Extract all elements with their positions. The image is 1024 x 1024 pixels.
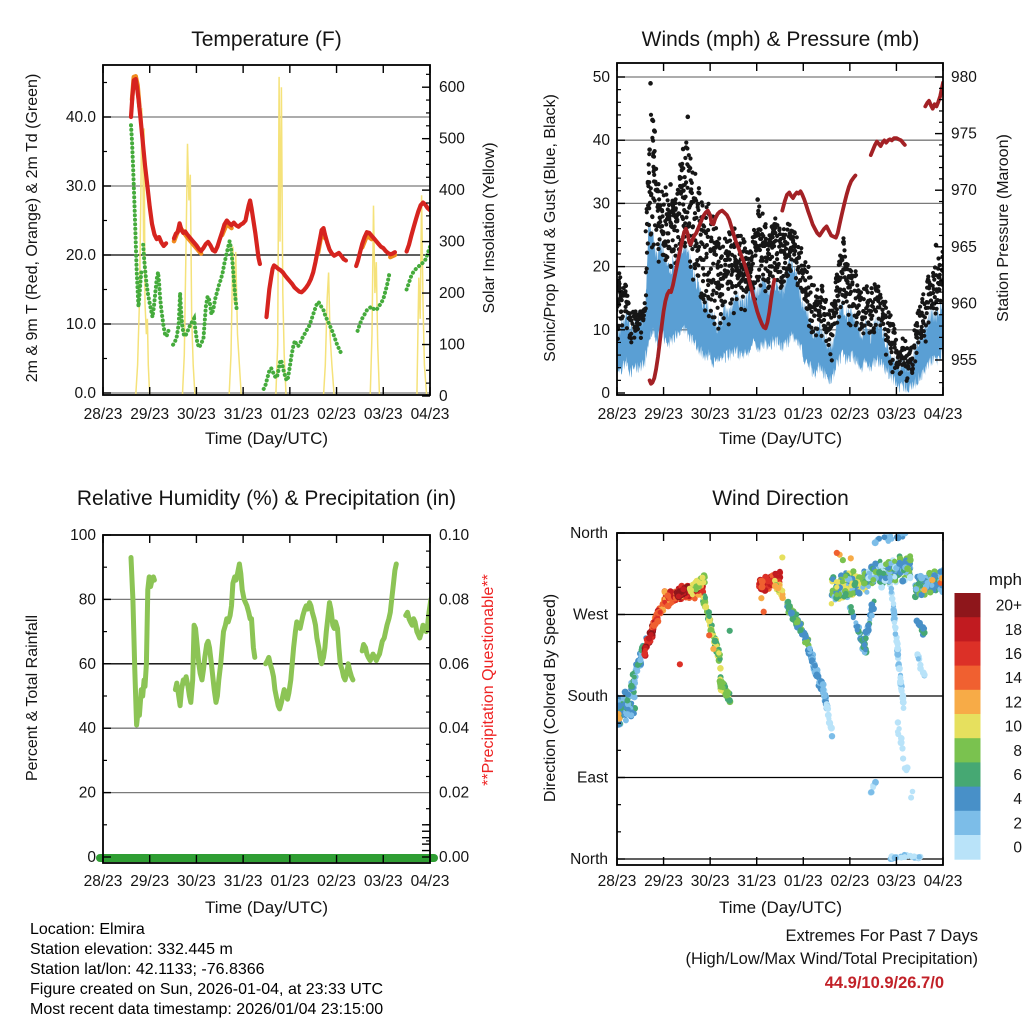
- svg-text:500: 500: [439, 130, 465, 148]
- svg-text:01/23: 01/23: [783, 406, 823, 423]
- svg-text:02/23: 02/23: [830, 406, 870, 423]
- svg-text:01/23: 01/23: [783, 873, 823, 890]
- svg-text:975: 975: [951, 125, 977, 143]
- svg-text:0: 0: [439, 388, 448, 405]
- svg-text:South: South: [567, 687, 608, 705]
- temperature-grid: [103, 117, 430, 393]
- svg-text:30.0: 30.0: [65, 178, 96, 195]
- panel-winds-pressure: [593, 63, 977, 423]
- figure-created-timestamp: Figure created on Sun, 2026-01-04, at 23:33 UTC: [30, 981, 384, 998]
- panel-temperature: [66, 65, 465, 423]
- svg-text:30/23: 30/23: [690, 406, 730, 423]
- svg-text:10: 10: [592, 321, 610, 339]
- svg-text:04/23: 04/23: [923, 406, 963, 423]
- station-location: Location: Elmira: [30, 921, 145, 938]
- colorbar-title: mph: [988, 570, 1022, 589]
- svg-text:4: 4: [1013, 791, 1022, 809]
- svg-text:960: 960: [951, 295, 977, 313]
- temp-9m-line: [132, 76, 395, 257]
- speed-colorbar: [955, 593, 1023, 860]
- svg-text:03/23: 03/23: [877, 406, 916, 423]
- wind-direction-title: Wind Direction: [712, 487, 849, 510]
- rh-grid: [103, 599, 430, 792]
- svg-text:30/23: 30/23: [177, 873, 216, 890]
- pressure-ylabel-right: Station Pressure (Maroon): [995, 134, 1012, 322]
- svg-text:400: 400: [439, 182, 465, 200]
- svg-text:8: 8: [1013, 742, 1022, 760]
- extremes-subtitle: (High/Low/Max Wind/Total Precipitation): [685, 950, 978, 968]
- svg-text:980: 980: [951, 69, 977, 86]
- svg-text:965: 965: [951, 238, 977, 256]
- svg-text:04/23: 04/23: [923, 873, 963, 890]
- winds-series: [614, 81, 947, 392]
- svg-text:0.0: 0.0: [74, 385, 96, 402]
- svg-text:16: 16: [1004, 646, 1022, 663]
- temperature-series: [131, 76, 430, 396]
- recent-data-timestamp: Most recent data timestamp: 2026/01/04 23:15:00: [30, 1001, 384, 1018]
- svg-text:14: 14: [1004, 670, 1022, 688]
- rh-xlabel: Time (Day/UTC): [204, 898, 329, 917]
- svg-text:02/23: 02/23: [317, 406, 356, 423]
- svg-text:28/23: 28/23: [83, 406, 123, 423]
- temperature-xlabel: Time (Day/UTC): [204, 429, 329, 448]
- svg-text:28/23: 28/23: [597, 873, 637, 890]
- svg-text:28/23: 28/23: [83, 873, 123, 890]
- svg-text:West: West: [572, 606, 608, 624]
- svg-text:200: 200: [439, 285, 465, 303]
- svg-text:60: 60: [78, 655, 96, 673]
- rh-ylabel-left: Percent & Total Rainfall: [24, 615, 41, 782]
- svg-text:29/23: 29/23: [644, 406, 683, 423]
- svg-text:0.08: 0.08: [439, 591, 470, 609]
- svg-text:29/23: 29/23: [130, 873, 170, 890]
- svg-text:0.02: 0.02: [439, 784, 470, 802]
- svg-text:10: 10: [1004, 718, 1022, 736]
- svg-text:29/23: 29/23: [644, 873, 683, 890]
- svg-text:30: 30: [592, 195, 610, 213]
- svg-text:20.0: 20.0: [65, 247, 96, 264]
- svg-text:02/23: 02/23: [317, 873, 356, 890]
- temperature-axes: [66, 65, 465, 423]
- svg-text:40: 40: [592, 132, 610, 150]
- svg-text:East: East: [576, 769, 608, 787]
- svg-text:80: 80: [78, 591, 96, 609]
- svg-text:01/23: 01/23: [270, 873, 310, 890]
- panel-rh-precip: [70, 527, 469, 890]
- svg-text:40.0: 40.0: [65, 109, 96, 126]
- svg-text:20: 20: [592, 258, 610, 276]
- extremes-title: Extremes For Past 7 Days: [785, 927, 978, 945]
- svg-text:300: 300: [439, 233, 465, 251]
- svg-text:955: 955: [951, 352, 977, 369]
- svg-text:0.00: 0.00: [439, 849, 470, 866]
- svg-text:30/23: 30/23: [690, 873, 730, 890]
- rh-series: [131, 558, 432, 726]
- svg-text:0.04: 0.04: [439, 720, 470, 738]
- svg-text:30/23: 30/23: [177, 406, 216, 423]
- svg-text:North: North: [570, 524, 608, 542]
- svg-text:31/23: 31/23: [737, 406, 777, 423]
- svg-text:20+: 20+: [995, 597, 1022, 615]
- direction-ylabel-left: Direction (Colored By Speed): [542, 593, 559, 803]
- svg-text:04/23: 04/23: [410, 406, 450, 423]
- svg-text:28/23: 28/23: [597, 406, 637, 423]
- wind-direction-xlabel: Time (Day/UTC): [718, 898, 843, 917]
- svg-text:31/23: 31/23: [737, 873, 777, 890]
- svg-text:31/23: 31/23: [223, 873, 263, 890]
- station-latlon: Station lat/lon: 42.1133; -76.8366: [30, 961, 265, 978]
- temperature-title: Temperature (F): [191, 28, 342, 51]
- svg-text:0.06: 0.06: [439, 655, 470, 673]
- winds-pressure-title: Winds (mph) & Pressure (mb): [641, 28, 920, 51]
- svg-text:03/23: 03/23: [363, 406, 403, 423]
- precip-questionable-note: **Precipitation Questionable**: [480, 574, 497, 786]
- winds-xlabel: Time (Day/UTC): [718, 429, 843, 448]
- svg-text:North: North: [570, 851, 608, 868]
- svg-text:10.0: 10.0: [65, 316, 96, 333]
- svg-text:0: 0: [601, 385, 610, 402]
- svg-text:20: 20: [78, 784, 96, 802]
- svg-text:02/23: 02/23: [830, 873, 870, 890]
- wind-gust-ylabel-left: Sonic/Prop Wind & Gust (Blue, Black): [542, 94, 559, 362]
- svg-text:29/23: 29/23: [130, 406, 170, 423]
- station-elevation: Station elevation: 332.445 m: [30, 941, 233, 958]
- svg-text:40: 40: [78, 720, 96, 738]
- svg-text:0.10: 0.10: [439, 527, 470, 544]
- svg-text:50: 50: [592, 69, 610, 86]
- relative-humidity-line: [131, 558, 432, 726]
- rh-precip-title: Relative Humidity (%) & Precipitation (in): [76, 487, 457, 510]
- svg-text:18: 18: [1004, 621, 1022, 639]
- svg-text:100: 100: [70, 527, 96, 544]
- extremes-values: 44.9/10.9/26.7/0: [824, 974, 944, 992]
- svg-text:100: 100: [439, 336, 465, 354]
- svg-text:600: 600: [439, 79, 465, 97]
- svg-text:03/23: 03/23: [363, 873, 403, 890]
- svg-text:6: 6: [1013, 767, 1022, 784]
- svg-text:03/23: 03/23: [877, 873, 916, 890]
- svg-text:970: 970: [951, 182, 977, 200]
- insolation-ylabel-right: Solar Insolation (Yellow): [481, 142, 498, 314]
- svg-text:0: 0: [87, 849, 96, 866]
- temperature-ylabel-left: 2m & 9m T (Red, Orange) & 2m Td (Green): [24, 73, 41, 383]
- svg-text:0: 0: [1013, 839, 1022, 857]
- svg-text:2: 2: [1013, 815, 1022, 833]
- svg-text:12: 12: [1004, 694, 1022, 712]
- svg-text:31/23: 31/23: [223, 406, 263, 423]
- svg-text:04/23: 04/23: [410, 873, 450, 890]
- svg-text:01/23: 01/23: [270, 406, 310, 423]
